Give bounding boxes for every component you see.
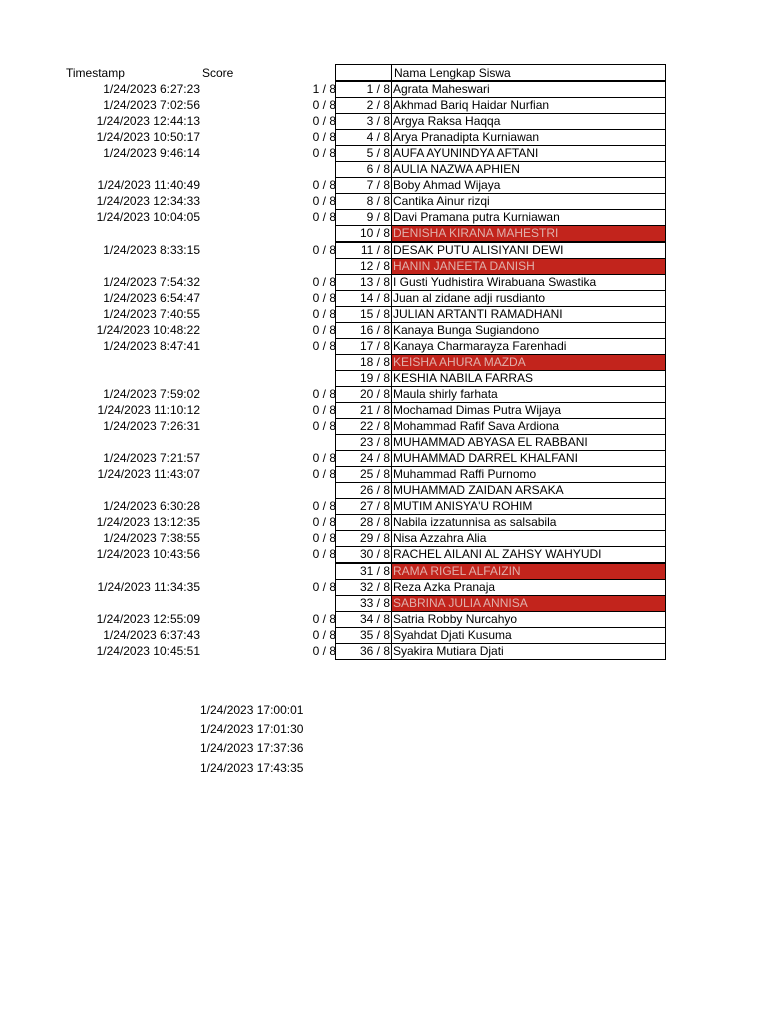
score-cell (240, 482, 336, 498)
timestamp-cell (60, 225, 200, 241)
number-cell: 25 / 8 (359, 467, 390, 482)
number-cell: 30 / 8 (359, 547, 390, 562)
score-cell: 0 / 8 (312, 130, 336, 145)
score-cell: 0 / 8 (312, 210, 336, 225)
number-cell: 10 / 8 (359, 226, 390, 241)
number-cell: 5 / 8 (366, 146, 390, 161)
table-row (0, 129, 768, 145)
timestamp-cell: 1/24/2023 7:40:55 (103, 306, 200, 321)
score-cell: 0 / 8 (312, 451, 336, 466)
table-row (0, 482, 768, 498)
student-name-cell: MUHAMMAD ABYASA EL RABBANI (393, 435, 588, 450)
student-name-cell: Maula shirly farhata (393, 386, 498, 401)
number-cell: 33 / 8 (359, 595, 390, 610)
table-row (0, 466, 768, 482)
table-row (0, 434, 768, 450)
table-row (0, 209, 768, 225)
score-cell: 1 / 8 (312, 82, 336, 96)
score-cell: 0 / 8 (312, 499, 336, 514)
student-name-cell: DESAK PUTU ALISIYANI DEWI (393, 242, 564, 257)
student-name-cell: Reza Azka Pranaja (393, 579, 496, 594)
number-cell: 32 / 8 (359, 579, 390, 594)
table-row (0, 242, 768, 258)
header-no-cell (335, 64, 392, 81)
table-row (0, 579, 768, 595)
student-name-cell: Muhammad Raffi Purnomo (393, 467, 537, 482)
student-name-cell: Mochamad Dimas Putra Wijaya (393, 403, 562, 417)
score-cell: 0 / 8 (312, 515, 336, 530)
table-row (0, 354, 768, 370)
student-name-cell: RAMA RIGEL ALFAIZIN (393, 563, 521, 578)
timestamp-cell: 1/24/2023 12:44:13 (96, 114, 200, 129)
table-row (0, 113, 768, 129)
number-cell: 1 / 8 (366, 82, 390, 96)
number-cell: 3 / 8 (366, 114, 390, 129)
student-name-cell: Akhmad Bariq Haidar Nurfian (393, 98, 550, 113)
timestamp-cell: 1/24/2023 7:38:55 (103, 531, 200, 546)
student-name-cell: Kanaya Charmarayza Farenhadi (393, 338, 567, 353)
student-name-cell: Agrata Maheswari (393, 82, 490, 96)
student-name-cell: DENISHA KIRANA MAHESTRI (393, 226, 559, 241)
student-name-cell: SABRINA JULIA ANNISA (393, 595, 528, 610)
header-timestamp: Timestamp (66, 66, 125, 80)
timestamp-cell: 1/24/2023 9:46:14 (103, 146, 200, 161)
number-cell: 29 / 8 (359, 531, 390, 546)
timestamp-cell: 1/24/2023 11:10:12 (97, 403, 200, 417)
student-name-cell: Cantika Ainur rizqi (393, 194, 490, 209)
table-row (0, 450, 768, 466)
score-cell (240, 161, 336, 177)
header-name-cell (391, 64, 666, 81)
number-cell: 2 / 8 (366, 98, 390, 113)
score-cell: 0 / 8 (312, 547, 336, 562)
timestamp-cell: 1/24/2023 6:54:47 (103, 290, 200, 305)
student-name-cell: HANIN JANEETA DANISH (393, 258, 535, 273)
student-name-cell: Boby Ahmad Wijaya (393, 178, 501, 193)
number-cell: 34 / 8 (359, 611, 390, 626)
timestamp-cell (60, 563, 200, 579)
timestamp-cell: 1/24/2023 12:34:33 (96, 194, 200, 209)
score-cell: 0 / 8 (312, 579, 336, 594)
score-cell: 0 / 8 (312, 322, 336, 337)
score-cell (240, 595, 336, 611)
timestamp-cell: 1/24/2023 10:48:22 (96, 322, 200, 337)
table-row (0, 274, 768, 290)
student-name-cell: Kanaya Bunga Sugiandono (393, 322, 540, 337)
table-row (0, 177, 768, 193)
bottom-timestamp: 1/24/2023 17:01:30 (200, 722, 304, 737)
number-cell: 28 / 8 (359, 515, 390, 530)
timestamp-cell: 1/24/2023 6:30:28 (103, 499, 200, 514)
table-row (0, 338, 768, 354)
number-cell: 12 / 8 (359, 258, 390, 273)
student-name-cell: Nabila izzatunnisa as salsabila (393, 515, 557, 530)
table-row (0, 322, 768, 338)
number-cell: 18 / 8 (359, 354, 390, 369)
table-row (0, 258, 768, 274)
table-row (0, 514, 768, 530)
number-cell: 35 / 8 (359, 627, 390, 642)
table-row (0, 225, 768, 241)
number-cell: 26 / 8 (359, 483, 390, 498)
score-cell: 0 / 8 (312, 290, 336, 305)
score-cell: 0 / 8 (312, 146, 336, 161)
score-cell: 0 / 8 (312, 611, 336, 626)
score-cell (240, 563, 336, 579)
number-cell: 24 / 8 (359, 451, 390, 466)
header-name: Nama Lengkap Siswa (394, 66, 511, 80)
student-name-cell: AULIA NAZWA APHIEN (393, 162, 520, 177)
score-cell: 0 / 8 (312, 643, 336, 658)
student-name-cell: Juan al zidane adji rusdianto (393, 290, 546, 305)
bottom-timestamp: 1/24/2023 17:37:36 (200, 741, 304, 756)
score-cell: 0 / 8 (312, 338, 336, 353)
score-cell: 0 / 8 (312, 242, 336, 257)
timestamp-cell: 1/24/2023 11:34:35 (97, 579, 200, 594)
number-cell: 7 / 8 (366, 178, 390, 193)
timestamp-cell: 1/24/2023 8:33:15 (103, 242, 200, 257)
table-row (0, 306, 768, 322)
table-row (0, 418, 768, 434)
table-row (0, 290, 768, 306)
score-cell (240, 258, 336, 274)
timestamp-cell: 1/24/2023 13:12:35 (96, 515, 200, 530)
score-cell (240, 434, 336, 450)
timestamp-cell: 1/24/2023 10:04:05 (96, 210, 200, 225)
score-cell (240, 225, 336, 241)
number-cell: 21 / 8 (359, 403, 390, 417)
student-name-cell: I Gusti Yudhistira Wirabuana Swastika (393, 274, 597, 289)
number-cell: 20 / 8 (359, 386, 390, 401)
number-cell: 27 / 8 (359, 499, 390, 514)
table-row (0, 161, 768, 177)
number-cell: 4 / 8 (366, 130, 390, 145)
timestamp-cell (60, 595, 200, 611)
student-name-cell: AUFA AYUNINDYA AFTANI (393, 146, 539, 161)
student-name-cell: MUHAMMAD DARREL KHALFANI (393, 451, 578, 466)
timestamp-cell (60, 434, 200, 450)
number-cell: 36 / 8 (359, 643, 390, 658)
timestamp-cell (60, 161, 200, 177)
header-score: Score (202, 66, 234, 80)
table-row (0, 81, 768, 97)
number-cell: 23 / 8 (359, 435, 390, 450)
table-row (0, 97, 768, 113)
table-row (0, 145, 768, 161)
table-row (0, 498, 768, 514)
table-row (0, 611, 768, 627)
number-cell: 13 / 8 (359, 274, 390, 289)
number-cell: 31 / 8 (359, 563, 390, 578)
student-name-cell: KESHIA NABILA FARRAS (393, 370, 534, 385)
score-cell: 0 / 8 (312, 419, 336, 434)
timestamp-cell: 1/24/2023 7:21:57 (103, 451, 200, 466)
bottom-timestamp: 1/24/2023 17:43:35 (200, 760, 304, 775)
score-cell: 0 / 8 (312, 531, 336, 546)
timestamp-cell: 1/24/2023 10:45:51 (96, 643, 200, 658)
student-name-cell: RACHEL AILANI AL ZAHSY WAHYUDI (393, 547, 602, 562)
score-cell: 0 / 8 (312, 627, 336, 642)
table-row (0, 643, 768, 659)
timestamp-cell: 1/24/2023 7:59:02 (103, 386, 200, 401)
timestamp-cell: 1/24/2023 6:37:43 (103, 627, 200, 642)
bottom-timestamp: 1/24/2023 17:00:01 (200, 703, 304, 717)
table-row (0, 370, 768, 386)
number-cell: 6 / 8 (366, 162, 390, 177)
timestamp-cell: 1/24/2023 8:47:41 (103, 338, 200, 353)
score-cell: 0 / 8 (312, 274, 336, 289)
timestamp-cell: 1/24/2023 7:02:56 (103, 98, 200, 113)
timestamp-cell (60, 482, 200, 498)
student-name-cell: Arya Pranadipta Kurniawan (393, 130, 540, 145)
number-cell: 17 / 8 (359, 338, 390, 353)
student-name-cell: Syakira Mutiara Djati (393, 643, 504, 658)
score-cell: 0 / 8 (312, 194, 336, 209)
score-cell (240, 354, 336, 370)
timestamp-cell: 1/24/2023 12:55:09 (96, 611, 200, 626)
table-row (0, 386, 768, 402)
number-cell: 9 / 8 (366, 210, 390, 225)
timestamp-cell: 1/24/2023 7:26:31 (103, 419, 200, 434)
table-row (0, 193, 768, 209)
timestamp-cell: 1/24/2023 6:27:23 (103, 82, 200, 96)
student-name-cell: KEISHA AHURA MAZDA (393, 354, 526, 369)
timestamp-cell: 1/24/2023 10:50:17 (96, 130, 200, 145)
table-row (0, 627, 768, 643)
number-cell: 14 / 8 (359, 290, 390, 305)
student-name-cell: Satria Robby Nurcahyo (393, 611, 518, 626)
timestamp-cell: 1/24/2023 10:43:56 (96, 547, 200, 562)
timestamp-cell: 1/24/2023 7:54:32 (103, 274, 200, 289)
number-cell: 11 / 8 (360, 242, 390, 257)
score-cell: 0 / 8 (312, 467, 336, 482)
table-row (0, 530, 768, 546)
number-cell: 16 / 8 (359, 322, 390, 337)
score-cell: 0 / 8 (312, 98, 336, 113)
score-cell (240, 370, 336, 386)
score-cell: 0 / 8 (312, 178, 336, 193)
student-name-cell: MUTIM ANISYA'U ROHIM (393, 499, 533, 514)
timestamp-cell: 1/24/2023 11:40:49 (97, 178, 200, 193)
table-row (0, 402, 768, 418)
number-cell: 15 / 8 (359, 306, 390, 321)
student-name-cell: Syahdat Djati Kusuma (393, 627, 512, 642)
student-name-cell: Argya Raksa Haqqa (393, 114, 501, 129)
score-cell: 0 / 8 (312, 386, 336, 401)
table-row (0, 595, 768, 611)
score-cell: 0 / 8 (312, 403, 336, 417)
student-name-cell: MUHAMMAD ZAIDAN ARSAKA (393, 483, 564, 498)
student-name-cell: Nisa Azzahra Alia (393, 531, 487, 546)
timestamp-cell (60, 354, 200, 370)
number-cell: 8 / 8 (366, 194, 390, 209)
number-cell: 22 / 8 (359, 419, 390, 434)
score-cell: 0 / 8 (312, 114, 336, 129)
student-name-cell: JULIAN ARTANTI RAMADHANI (393, 306, 563, 321)
student-name-cell: Mohammad Rafif Sava Ardiona (393, 419, 560, 434)
student-name-cell: Davi Pramana putra Kurniawan (393, 210, 560, 225)
number-cell: 19 / 8 (359, 370, 390, 385)
timestamp-cell (60, 370, 200, 386)
timestamp-cell: 1/24/2023 11:43:07 (97, 467, 200, 482)
score-cell: 0 / 8 (312, 306, 336, 321)
timestamp-cell (60, 258, 200, 274)
table-row (0, 563, 768, 579)
table-row (0, 546, 768, 562)
